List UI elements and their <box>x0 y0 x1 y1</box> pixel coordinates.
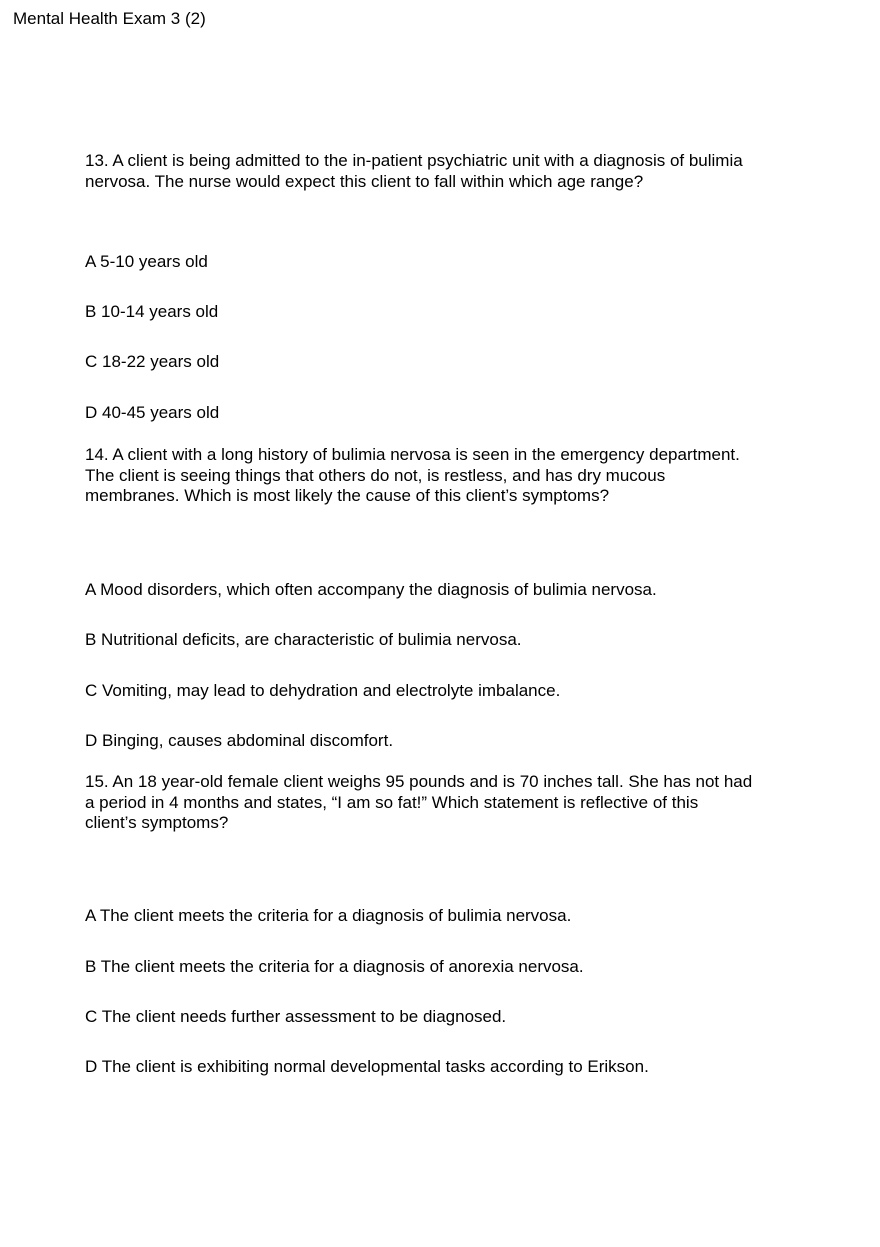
question-15-option-d[interactable]: D The client is exhibiting normal developmental tasks according to Erikson. <box>85 1057 649 1076</box>
question-15-option-c[interactable]: C The client needs further assessment to be diagnosed. <box>85 1007 507 1026</box>
question-stem-line: client’s symptoms? <box>85 813 229 832</box>
page-title: Mental Health Exam 3 (2) <box>13 9 206 28</box>
question-14-option-d[interactable]: D Binging, causes abdominal discomfort. <box>85 731 394 750</box>
question-stem-line: 13. A client is being admitted to the in-patient psychiatric unit with a diagnosis of bulimia <box>85 151 743 170</box>
question-stem-line: nervosa. The nurse would expect this client to fall within which age range? <box>85 171 644 191</box>
question-14-stem <box>85 445 790 507</box>
question-stem-line: 15. An 18 year-old female client weighs 95 pounds and is 70 inches tall. She has not had <box>85 772 753 791</box>
question-stem-line: membranes. Which is most likely the cause of this client’s symptoms? <box>85 486 610 505</box>
question-13-option-b[interactable]: B 10-14 years old <box>85 302 219 321</box>
question-stem-line: a period in 4 months and states, “I am so fat!” Which statement is reflective of this <box>85 792 699 812</box>
question-14-option-a[interactable]: A Mood disorders, which often accompany the diagnosis of bulimia nervosa. <box>85 580 657 599</box>
question-13-option-d[interactable]: D 40-45 years old <box>85 403 220 422</box>
question-13-option-c[interactable]: C 18-22 years old <box>85 352 220 371</box>
question-14-option-c[interactable]: C Vomiting, may lead to dehydration and electrolyte imbalance. <box>85 681 561 700</box>
question-13-stem <box>85 151 790 192</box>
question-15-stem <box>85 772 790 834</box>
question-15-option-a[interactable]: A The client meets the criteria for a diagnosis of bulimia nervosa. <box>85 906 572 925</box>
question-15-option-b[interactable]: B The client meets the criteria for a diagnosis of anorexia nervosa. <box>85 957 584 976</box>
question-13-option-a[interactable]: A 5-10 years old <box>85 252 208 271</box>
question-14-option-b[interactable]: B Nutritional deficits, are characteristic of bulimia nervosa. <box>85 630 522 649</box>
question-stem-line: The client is seeing things that others do not, is restless, and has dry mucous <box>85 465 666 485</box>
question-stem-line: 14. A client with a long history of bulimia nervosa is seen in the emergency department. <box>85 445 740 464</box>
